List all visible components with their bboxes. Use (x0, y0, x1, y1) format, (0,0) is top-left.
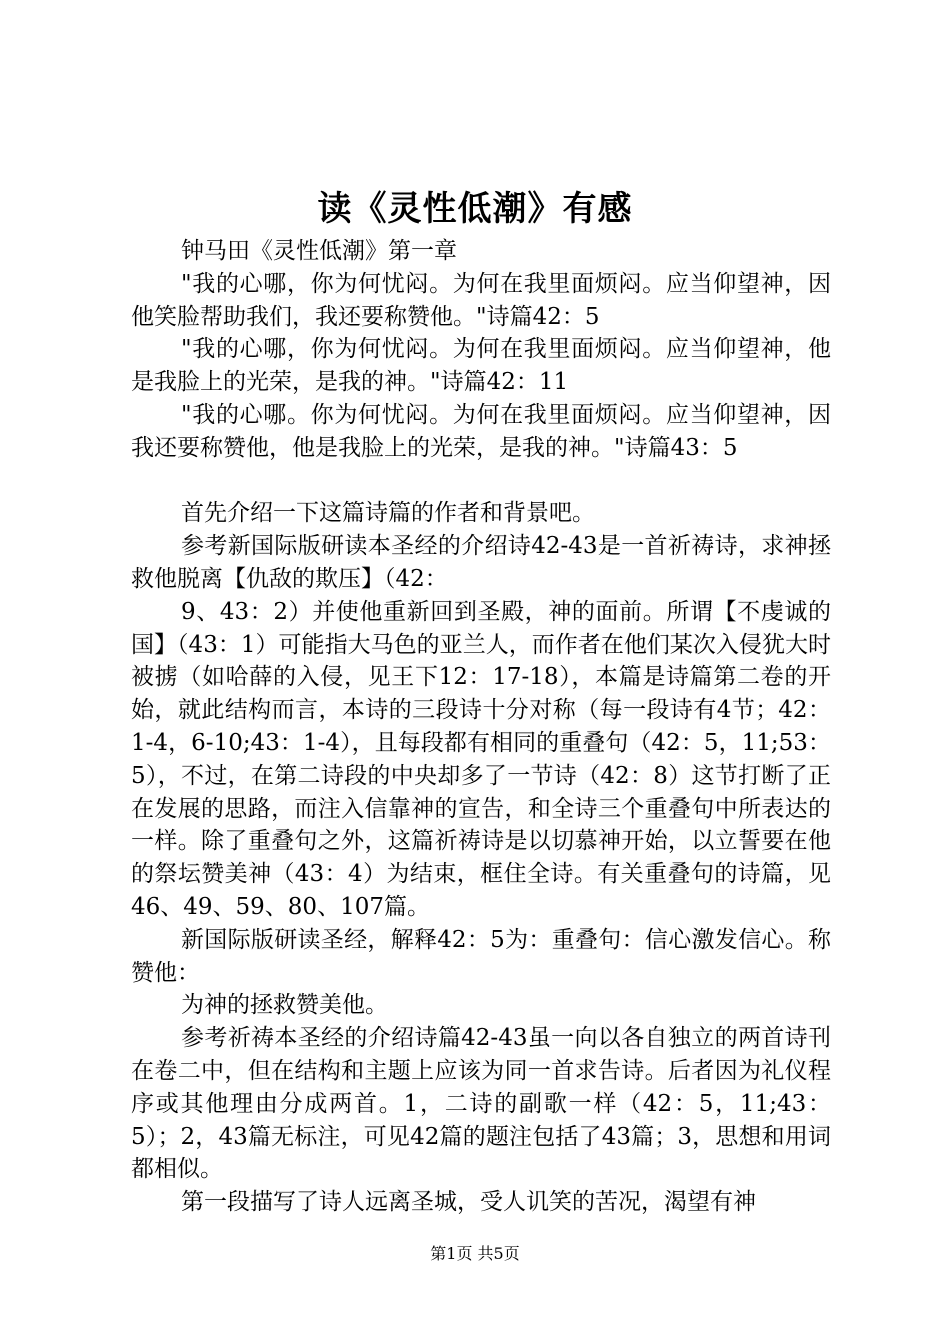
paragraph-source: 钟马田《灵性低潮》第一章 (181, 238, 457, 264)
paragraph-quote-3: "我的心哪。你为何忧闷。为何在我里面烦闷。应当仰望神，因我还要称赞他，他是我脸上的光荣，是我的神。"诗篇43：5 (131, 401, 831, 461)
paragraph-spacer (131, 465, 831, 498)
page-number-footer: 第1页 共5页 (430, 1244, 520, 1263)
paragraph-quote-1: "我的心哪，你为何忧闷。为何在我里面烦闷。应当仰望神，因他笑脸帮助我们，我还要称赞他。"诗篇42：5 (131, 270, 831, 330)
paragraph-niv-intro: 参考新国际版研读本圣经的介绍诗42-43是一首祈祷诗，求神拯救他脱离【仇敌的欺压】（42： (131, 533, 831, 592)
paragraph-praise: 为神的拯救赞美他。 (181, 992, 388, 1019)
paragraph-prayer-bible: 参考祈祷本圣经的介绍诗篇42-43虽一向以各自独立的两首诗刊在卷二中，但在结构和主题上应该为同一首求告诗。后者因为礼仪程序或其他理由分成两首。1，二诗的副歌一样（42：5，11;43：5）；2，43篇无标注，可见42篇的题注包括了43篇；3，思想和用词都相似。 (131, 1025, 831, 1183)
paragraph-first-section: 第一段描写了诗人远离圣城，受人讥笑的苦况，渴望有神 (181, 1189, 756, 1216)
paragraph-quote-2: "我的心哪，你为何忧闷。为何在我里面烦闷。应当仰望神，他是我脸上的光荣，是我的神。"诗篇42：11 (131, 336, 831, 396)
paragraph-intro: 首先介绍一下这篇诗篇的作者和背景吧。 (181, 500, 595, 527)
document-body (131, 235, 831, 1219)
paragraph-niv-detail: 9、43：2）并使他重新回到圣殿，神的面前。所谓【不虔诚的国】（43：1）可能指大马色的亚兰人，而作者在他们某次入侵犹大时被掳（如哈薛的入侵，见王下12：17-18），本篇是诗篇第二卷的开始，就此结构而言，本诗的三段诗十分对称（每一段诗有4节；42：1-4，6-10;43：1-4），且每段都有相同的重叠句（42：5，11;53：5），不过，在第二诗段的中央却多了一节诗（42：8）这节打断了正在发展的思路，而注入信靠神的宣告，和全诗三个重叠句中所表达的一样。除了重叠句之外，这篇祈祷诗是以切慕神开始，以立誓要在他的祭坛赞美神（43：4）为结束，框住全诗。有关重叠句的诗篇，见46、49、59、80、107篇。 (131, 598, 831, 920)
document-title: 读《灵性低潮》有感 (317, 189, 633, 229)
paragraph-niv-refrain: 新国际版研读圣经，解释42：5为：重叠句：信心激发信心。称赞他： (131, 926, 831, 986)
